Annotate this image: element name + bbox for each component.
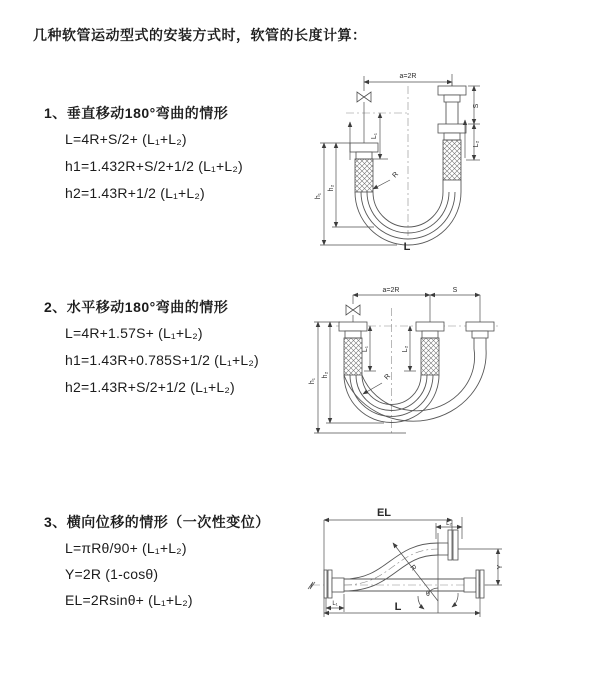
- dimension-el: [324, 507, 452, 530]
- svg-text:h₂: h₂: [328, 184, 335, 192]
- svg-text:L₂: L₂: [446, 521, 452, 527]
- svg-text:θ: θ: [426, 591, 430, 598]
- diagram-lateral-displacement: [296, 497, 598, 627]
- svg-text:L₁: L₁: [332, 601, 338, 607]
- svg-text:a=2R: a=2R: [382, 287, 400, 294]
- valve-icon: [357, 92, 371, 143]
- section2-heading: 2、水平移动180°弯曲的情形: [44, 299, 229, 315]
- section1-formula-h1: h1=1.432R+S/2+1/2 (L₁+L₂): [65, 158, 243, 174]
- right-fitting: [466, 322, 494, 349]
- section1-formula-h2: h2=1.43R+1/2 (L₁+L₂): [65, 185, 205, 201]
- svg-text:S: S: [452, 287, 458, 294]
- svg-text:Y: Y: [497, 564, 504, 570]
- section2-formula-h1: h1=1.43R+0.785S+1/2 (L₁+L₂): [65, 352, 259, 368]
- svg-text:h₁: h₁: [315, 192, 322, 200]
- svg-text:h₁: h₁: [309, 377, 316, 385]
- section2-formula-L: L=4R+1.57S+ (L₁+L₂): [65, 325, 203, 341]
- section3-formula-Y: Y=2R (1-cosθ): [65, 566, 159, 582]
- svg-text:EL: EL: [376, 507, 392, 519]
- svg-text:L₂: L₂: [402, 345, 409, 353]
- left-flange: [308, 570, 344, 598]
- upper-right-flange: [438, 530, 458, 560]
- diagram-vertical-180-bend: [302, 66, 587, 261]
- radius-label: [363, 373, 392, 394]
- section2-formula-h2: h2=1.43R+S/2+1/2 (L₁+L₂): [65, 379, 235, 395]
- svg-text:a=2R: a=2R: [399, 73, 417, 80]
- section3-heading: 3、横向位移的情形（一次性变位）: [44, 514, 270, 530]
- dimension-s: [430, 287, 480, 295]
- length-label: L: [403, 241, 411, 253]
- diagram-horizontal-180-bend: [296, 283, 596, 458]
- dimension-l2: [466, 124, 480, 160]
- hose-s-curve: [344, 543, 438, 591]
- svg-text:L₁: L₁: [362, 345, 369, 353]
- dimension-l2: [402, 326, 416, 371]
- page-title: 几种软管运动型式的安装方式时，软管的长度计算：: [33, 27, 367, 43]
- section1-formula-L: L=4R+S/2+ (L₁+L₂): [65, 131, 187, 147]
- valve-icon: [346, 305, 360, 322]
- break-mark: [308, 582, 315, 589]
- svg-text:S: S: [473, 103, 480, 109]
- section3-formula-L: L=πRθ/90+ (L₁+L₂): [65, 540, 187, 556]
- svg-text:R: R: [408, 563, 418, 573]
- left-fitting: [350, 143, 378, 192]
- svg-text:R: R: [391, 170, 400, 180]
- radius-label: [393, 543, 438, 601]
- svg-text:L₁: L₁: [371, 132, 378, 140]
- section3-formula-EL: EL=2Rsinθ+ (L₁+L₂): [65, 592, 193, 608]
- svg-text:L₂: L₂: [473, 140, 480, 148]
- dimension-s: [468, 86, 480, 124]
- svg-text:R: R: [383, 372, 392, 382]
- dimension-l1: [362, 326, 376, 371]
- svg-text:L: L: [394, 601, 402, 613]
- dimension-a-2r: [353, 287, 430, 295]
- middle-fitting: [416, 322, 444, 375]
- ghost-straight-position: [344, 570, 484, 598]
- radius-label: [373, 171, 400, 189]
- section1-heading: 1、垂直移动180°弯曲的情形: [44, 105, 229, 121]
- hose-u-bend-position2: [344, 349, 486, 421]
- right-fitting: [438, 82, 466, 192]
- svg-text:h₂: h₂: [322, 371, 329, 379]
